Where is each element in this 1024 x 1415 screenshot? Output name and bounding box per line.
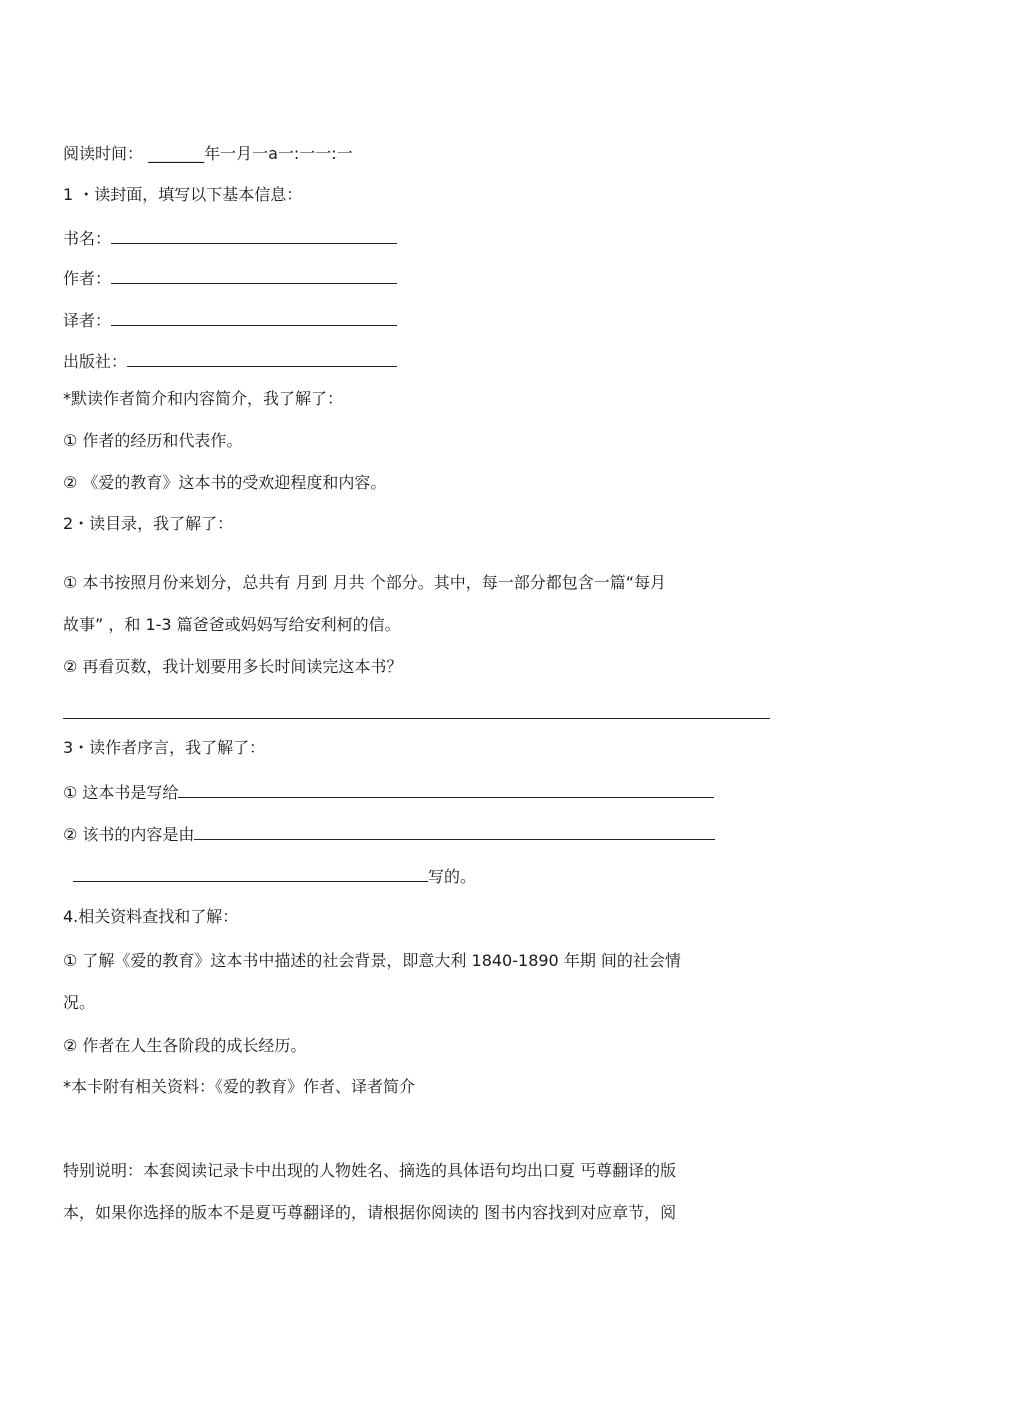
section4-item: ① 了解《爱的教育》这本书中描述的社会背景，即意大利 1840-1890 年期 间的社会情: [63, 951, 681, 970]
section3-item-2-suffix: 写的。: [428, 867, 477, 886]
author-field: [63, 269, 397, 287]
section3-item-2-blank-2[interactable]: [73, 867, 428, 882]
section3-heading: 3・读作者序言，我了解了：: [63, 738, 266, 757]
publisher-label: 出版社：: [63, 352, 128, 371]
section3-item-2-text: ② 该书的内容是由: [63, 825, 195, 844]
section2-heading: 2・读目录，我了解了：: [63, 514, 234, 533]
section1-item: ② 《爱的教育》这本书的受欢迎程度和内容。: [63, 473, 387, 492]
author-label: 作者：: [63, 269, 112, 288]
section3-item-1: [63, 783, 714, 801]
section2-item: ② 再看页数，我计划要用多长时间读完这本书？: [63, 657, 403, 676]
section1-heading: 1 ・读封面，填写以下基本信息：: [63, 185, 303, 204]
section2-item-continued: 故事” ，和 1-3 篇爸爸或妈妈写给安利柯的信。: [63, 615, 401, 634]
section4-heading: 4.相关资料查找和了解：: [63, 907, 239, 926]
reading-time-date: 年一月一a一:一一:一: [204, 144, 353, 163]
section3-item-2: [63, 825, 715, 843]
section3-item-1-blank[interactable]: [178, 783, 714, 798]
section3-item-1-text: ① 这本书是写给: [63, 783, 179, 802]
intro-note: *默读作者简介和内容简介，我了解了：: [63, 389, 344, 408]
book-title-blank[interactable]: [111, 229, 397, 244]
reading-time-blank[interactable]: _______: [143, 144, 205, 163]
section2-item: ① 本书按照月份来划分，总共有 月到 月共 个部分。其中，每一部分都包含一篇“每月: [63, 573, 666, 592]
special-note-line: 本，如果你选择的版本不是夏丐尊翻译的，请根据你阅读的 图书内容找到对应章节，阅: [63, 1203, 677, 1222]
book-title-label: 书名：: [63, 229, 112, 248]
section4-item-continued: 况。: [63, 993, 96, 1012]
section4-item: ② 作者在人生各阶段的成长经历。: [63, 1036, 307, 1055]
special-note-line: 特别说明：本套阅读记录卡中出现的人物姓名、摘选的具体语句均出口夏 丐尊翻译的版: [63, 1161, 677, 1180]
book-title-field: [63, 229, 397, 247]
section3-item-2-continued: [73, 867, 476, 885]
translator-field: [63, 311, 397, 329]
translator-label: 译者：: [63, 311, 112, 330]
section3-item-2-blank[interactable]: [194, 825, 715, 840]
reading-time-label: 阅读时间：: [63, 144, 144, 163]
section1-item: ① 作者的经历和代表作。: [63, 431, 243, 450]
publisher-field: [63, 352, 397, 370]
publisher-blank[interactable]: [127, 352, 397, 367]
reading-time-line: [63, 146, 353, 162]
section4-note: *本卡附有相关资料：《爱的教育》作者、译者简介: [63, 1077, 416, 1096]
answer-line[interactable]: [63, 718, 770, 719]
translator-blank[interactable]: [111, 311, 397, 326]
author-blank[interactable]: [111, 269, 397, 284]
